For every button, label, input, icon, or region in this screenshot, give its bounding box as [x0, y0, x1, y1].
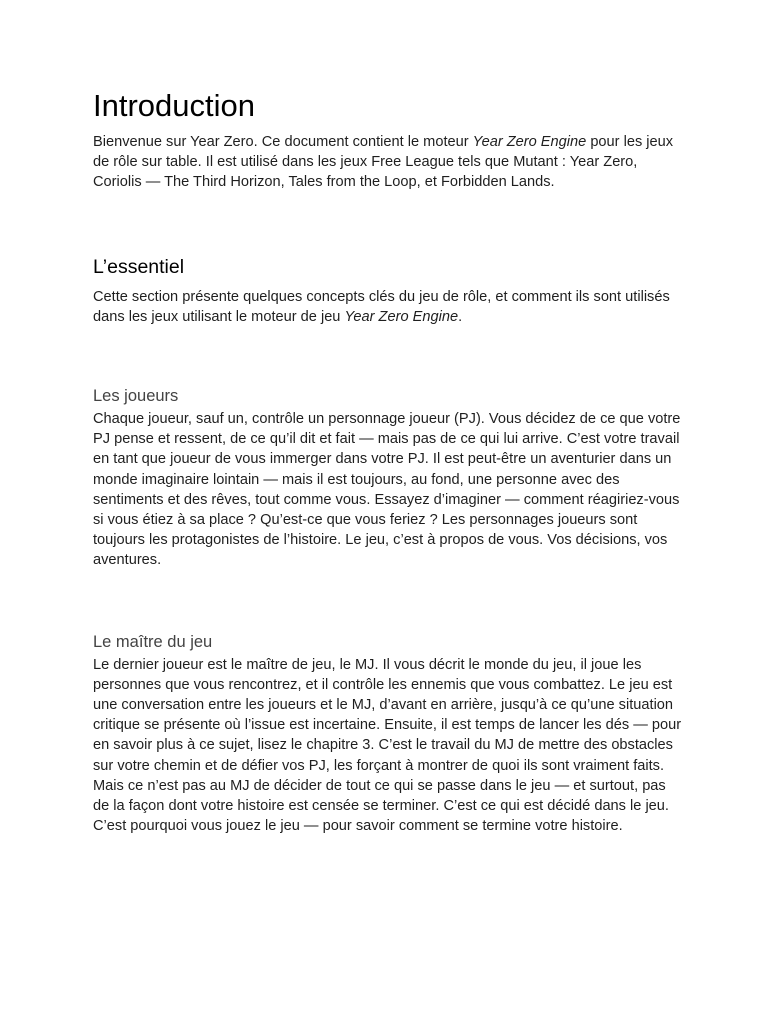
intro-text-1: Bienvenue sur Year Zero. Ce document contient le moteur: [93, 134, 473, 150]
joueurs-paragraph: Chaque joueur, sauf un, contrôle un personnage joueur (PJ). Vous décidez de ce que votre PJ pense et ressent, de ce qu’il dit et fait — mais pas de ce qui lui arrive. C’est votre travail en tant que joueur de vous immerger dans votre PJ. Il est peut-être un aventurier dans un monde imaginaire lointain — mais il est toujours, au fond, une personne avec des sentiments et des rêves, tout comme vous. Essayez d’imaginer — comment réagiriez-vous si vous étiez à sa place ? Qu’est-ce que vous feriez ? Les personnages joueurs sont toujours les protagonistes de l’histoire. Le jeu, c’est à propos de vous. Vos décisions, vos aventures.: [93, 411, 681, 569]
essentiel-text-1: Cette section présente quelques concepts clés du jeu de rôle, et comment ils sont utilisés dans les jeux utilisant le moteur de jeu: [93, 288, 670, 325]
essentiel-text-2: .: [458, 308, 463, 325]
maitre-paragraph: Le dernier joueur est le maître de jeu, le MJ. Il vous décrit le monde du jeu, il joue les personnes que vous rencontrez, et il contrôle les ennemis que vous combattez. Le jeu est une conversation entre les joueurs et le MJ, d’avant en arrière, jusqu’à ce qu’une situation critique se présente où l’issue est incertaine. Ensuite, il est temps de lancer les dés — pour en savoir plus à ce sujet, lisez le chapitre 3. C’est le travail du MJ de mettre des obstacles sur votre chemin et de défier vos PJ, les forçant à montrer de quoi ils sont vraiment faits. Mais ce n’est pas au MJ de décider de tout ce qui se passe dans le jeu — et surtout, pas de la façon dont votre histoire est censée se terminer. C’est ce qui est décidé dans le jeu. C’est pourquoi vous jouez le jeu — pour savoir comment se termine votre histoire.: [93, 656, 682, 835]
maitre-heading: Le maître du jeu: [93, 632, 213, 651]
joueurs-section: [93, 385, 683, 571]
page-title: Introduction: [93, 88, 255, 123]
essentiel-heading: L’essentiel: [93, 255, 185, 278]
maitre-section: [93, 631, 683, 837]
intro-text-2: pour les jeux de rôle sur table. Il est utilisé dans les jeux Free League tels que Mutant : Year Zero, Coriolis — The Third Horizon, Tales from the Loop, et Forbidden Lands.: [93, 134, 674, 191]
joueurs-heading: Les joueurs: [93, 387, 179, 406]
introduction-section: [93, 86, 683, 193]
essentiel-section: [93, 255, 683, 327]
document-page: [93, 86, 683, 836]
essentiel-engine-name: Year Zero Engine: [344, 308, 459, 325]
introduction-paragraph: [93, 132, 683, 193]
essentiel-paragraph: [93, 287, 683, 327]
intro-engine-name: Year Zero Engine: [472, 134, 587, 150]
